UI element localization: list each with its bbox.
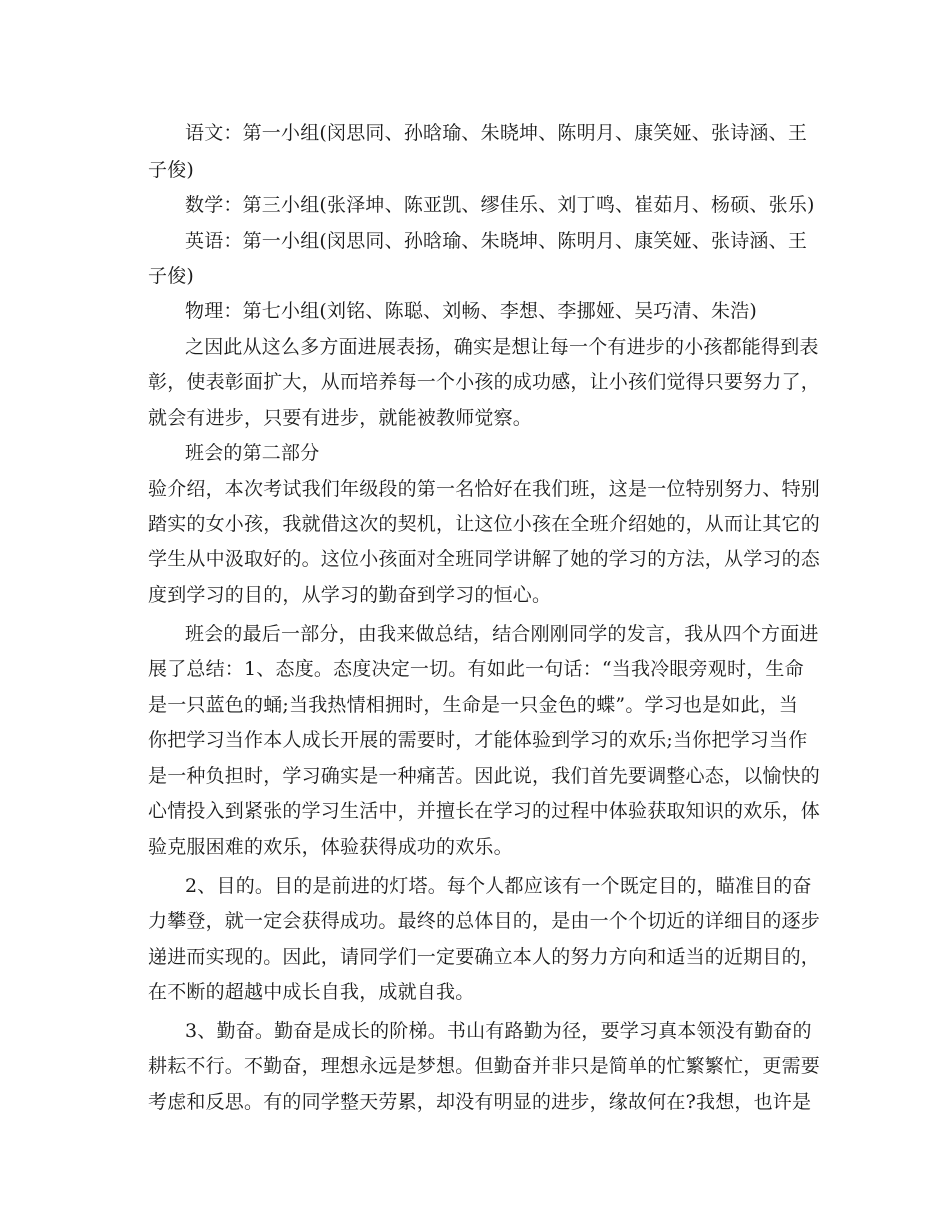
text-line: 力攀登，就一定会获得成功。最终的总体目的，是由一个个切近的详细目的逐步 bbox=[148, 910, 821, 932]
text-line: 递进而实现的。因此，请同学们一定要确立本人的努力方向和适当的近期目的， bbox=[148, 946, 821, 968]
text-line: 之因此从这么多方面进展表扬，确实是想让每一个有进步的小孩都能得到表 bbox=[185, 336, 819, 358]
text-line: 你把学习当作本人成长开展的需要时，才能体验到学习的欢乐;当你把学习当作 bbox=[148, 729, 808, 751]
text-line: 验介绍，本次考试我们年级段的第一名恰好在我们班，这是一位特别努力、特别 bbox=[148, 478, 821, 500]
text-line: 耕耘不行。不勤奋，理想永远是梦想。但勤奋并非只是简单的忙繁繁忙，更需要 bbox=[148, 1055, 821, 1077]
text-line: 英语：第一小组(闵思同、孙晗瑜、朱晓坤、陈明月、康笑娅、张诗涵、王 bbox=[185, 230, 808, 252]
text-line: 物理：第七小组(刘铭、陈聪、刘畅、李想、李挪娅、吴巧清、朱浩) bbox=[185, 300, 758, 322]
text-line: 展了总结：1、态度。态度决定一切。有如此一句话：“当我冷眼旁观时，生命 bbox=[148, 658, 804, 680]
text-line: 是一种负担时，学习确实是一种痛苦。因此说，我们首先要调整心态，以愉快的 bbox=[148, 765, 821, 787]
text-line: 子俊) bbox=[148, 159, 195, 181]
text-line: 在不断的超越中成长自我，成就自我。 bbox=[148, 981, 475, 1003]
text-line: 2、目的。目的是前进的灯塔。每个人都应该有一个既定目的，瞄准目的奋 bbox=[185, 875, 812, 897]
text-line: 班会的最后一部分，由我来做总结，结合刚刚同学的发言，我从四个方面进 bbox=[185, 623, 819, 645]
text-line: 彰，使表彰面扩大，从而培养每一个小孩的成功感，让小孩们觉得只要努力了， bbox=[148, 371, 821, 393]
text-line: 就会有进步，只要有进步，就能被教师觉察。 bbox=[148, 407, 533, 429]
text-line: 学生从中汲取好的。这位小孩面对全班同学讲解了她的学习的方法，从学习的态 bbox=[148, 548, 821, 570]
text-line: 3、勤奋。勤奋是成长的阶梯。书山有路勤为径，要学习真本领没有勤奋的 bbox=[185, 1020, 812, 1042]
text-line: 踏实的女小孩，我就借这次的契机，让这位小孩在全班介绍她的，从而让其它的 bbox=[148, 513, 821, 535]
text-line: 度到学习的目的，从学习的勤奋到学习的恒心。 bbox=[148, 584, 552, 606]
text-line: 子俊) bbox=[148, 265, 195, 287]
text-line: 语文：第一小组(闵思同、孙晗瑜、朱晓坤、陈明月、康笑娅、张诗涵、王 bbox=[185, 122, 808, 144]
text-line: 是一只蓝色的蛹;当我热情相拥时，生命是一只金色的蝶”。学习也是如此，当 bbox=[148, 694, 799, 716]
section-heading: 班会的第二部分 bbox=[185, 442, 320, 464]
text-line: 数学：第三小组(张泽坤、陈亚凯、缪佳乐、刘丁鸣、崔茹月、杨硕、张乐) bbox=[185, 194, 815, 216]
text-line: 验克服困难的欢乐，体验获得成功的欢乐。 bbox=[148, 836, 513, 858]
text-line: 考虑和反思。有的同学整天劳累，却没有明显的进步，缘故何在?我想，也许是 bbox=[148, 1091, 812, 1113]
text-line: 心情投入到紧张的学习生活中，并擅长在学习的过程中体验获取知识的欢乐，体 bbox=[148, 800, 821, 822]
